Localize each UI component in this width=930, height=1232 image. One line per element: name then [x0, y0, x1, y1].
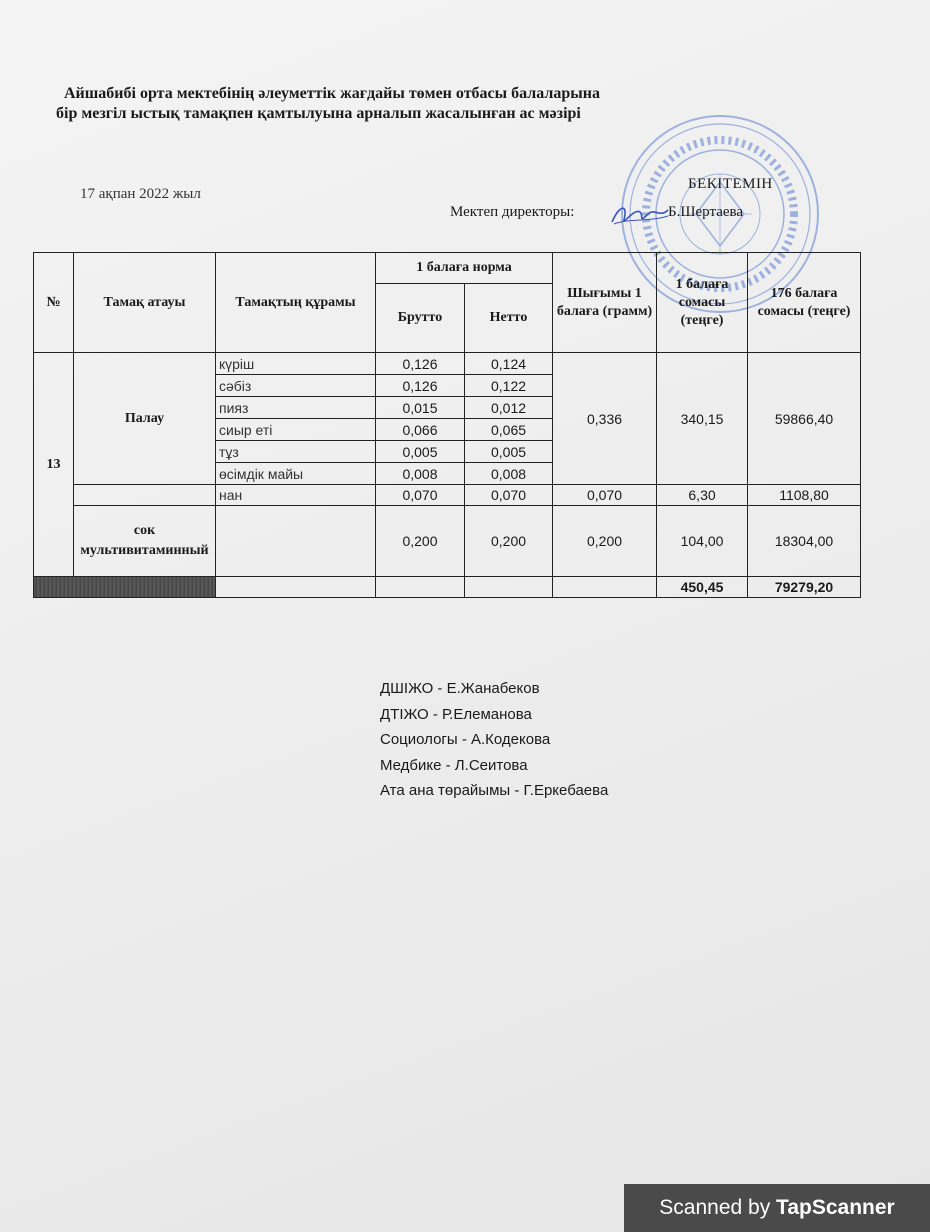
- ingredient-name: күріш: [216, 353, 376, 375]
- ingredient-brutto: 0,015: [376, 397, 465, 419]
- ingredient-brutto: 0,126: [376, 375, 465, 397]
- dish-output: 0,336: [553, 353, 657, 485]
- juice-output: 0,200: [553, 506, 657, 577]
- ingredient-brutto: 0,066: [376, 419, 465, 441]
- director-label: Мектеп директоры:: [450, 204, 575, 220]
- ingredient-netto: 0,008: [465, 463, 553, 485]
- total-cost-176: 79279,20: [748, 577, 861, 598]
- dish-cost-one: 340,15: [657, 353, 748, 485]
- table-row: [34, 353, 861, 375]
- empty-cell: [216, 577, 376, 598]
- ingredient-name: өсімдік майы: [216, 463, 376, 485]
- bread-output: 0,070: [553, 485, 657, 506]
- header-number: №: [34, 253, 74, 353]
- title-line-1: Айшабибі орта мектебінің әлеуметтік жағдайы төмен отбасы балаларына: [64, 85, 600, 102]
- scanner-badge-prefix: Scanned by: [659, 1196, 777, 1219]
- ingredient-netto: 0,122: [465, 375, 553, 397]
- dish-name: Палау: [74, 353, 216, 485]
- ingredient-name: сиыр еті: [216, 419, 376, 441]
- commission-member: Ата ана төрайымы - Г.Еркебаева: [380, 782, 609, 799]
- ingredient-netto: 0,012: [465, 397, 553, 419]
- ingredient-brutto: 0,005: [376, 441, 465, 463]
- bread-cost-one: 6,30: [657, 485, 748, 506]
- ingredient-netto: 0,005: [465, 441, 553, 463]
- scanner-badge: [624, 1184, 930, 1232]
- header-norm-group: 1 балаға норма: [376, 253, 553, 284]
- director-name: Б.Шертаева: [668, 204, 744, 220]
- empty-cell: [553, 577, 657, 598]
- header-output: Шығымы 1 балаға (грамм): [553, 253, 657, 353]
- table-header-row: [34, 253, 861, 284]
- bread-name: нан: [216, 485, 376, 506]
- juice-cost-176: 18304,00: [748, 506, 861, 577]
- header-netto: Нетто: [465, 284, 553, 353]
- juice-netto: 0,200: [465, 506, 553, 577]
- ingredient-name: пияз: [216, 397, 376, 419]
- header-composition: Тамақтың құрамы: [216, 253, 376, 353]
- header-cost-one: 1 балаға сомасы (теңге): [657, 253, 748, 353]
- dish-cost-176: 59866,40: [748, 353, 861, 485]
- ingredient-brutto: 0,126: [376, 353, 465, 375]
- juice-name: сок мультивитаминный: [74, 506, 216, 577]
- empty-cell: [376, 577, 465, 598]
- table-row: [34, 485, 861, 506]
- ingredient-name: сәбіз: [216, 375, 376, 397]
- total-shaded-cell: [34, 577, 216, 598]
- table-row: [34, 506, 861, 577]
- juice-cost-one: 104,00: [657, 506, 748, 577]
- header-brutto: Брутто: [376, 284, 465, 353]
- empty-cell: [74, 485, 216, 506]
- empty-cell: [216, 506, 376, 577]
- commission-member: Медбике - Л.Сеитова: [380, 756, 528, 774]
- director-line: [450, 204, 744, 221]
- bread-netto: 0,070: [465, 485, 553, 506]
- commission-member: ДШІЖО - Е.Жанабеков: [380, 680, 540, 697]
- menu-number: 13: [34, 353, 74, 577]
- ingredient-netto: 0,065: [465, 419, 553, 441]
- header-cost-176: 176 балаға сомасы (теңге): [748, 253, 861, 353]
- empty-cell: [465, 577, 553, 598]
- ingredient-brutto: 0,008: [376, 463, 465, 485]
- commission-list: [380, 676, 608, 804]
- menu-table: [33, 252, 861, 598]
- signature-icon: [610, 200, 670, 228]
- juice-brutto: 0,200: [376, 506, 465, 577]
- ingredient-name: тұз: [216, 441, 376, 463]
- header-dish-name: Тамақ атауы: [74, 253, 216, 353]
- total-row: [34, 577, 861, 598]
- ingredient-netto: 0,124: [465, 353, 553, 375]
- total-cost-one: 450,45: [657, 577, 748, 598]
- commission-member: Социологы - А.Кодекова: [380, 731, 551, 748]
- commission-member: ДТІЖО - Р.Елеманова: [380, 705, 532, 723]
- document-date: 17 ақпан 2022 жыл: [80, 186, 201, 202]
- bread-brutto: 0,070: [376, 485, 465, 506]
- bread-cost-176: 1108,80: [748, 485, 861, 506]
- scanner-badge-brand: TapScanner: [776, 1196, 895, 1219]
- approve-label: БЕКІТЕМІН: [688, 176, 773, 192]
- title-line-2: бір мезгіл ыстық тамақпен қамтылуына арналып жасалынған ас мәзірі: [56, 105, 581, 122]
